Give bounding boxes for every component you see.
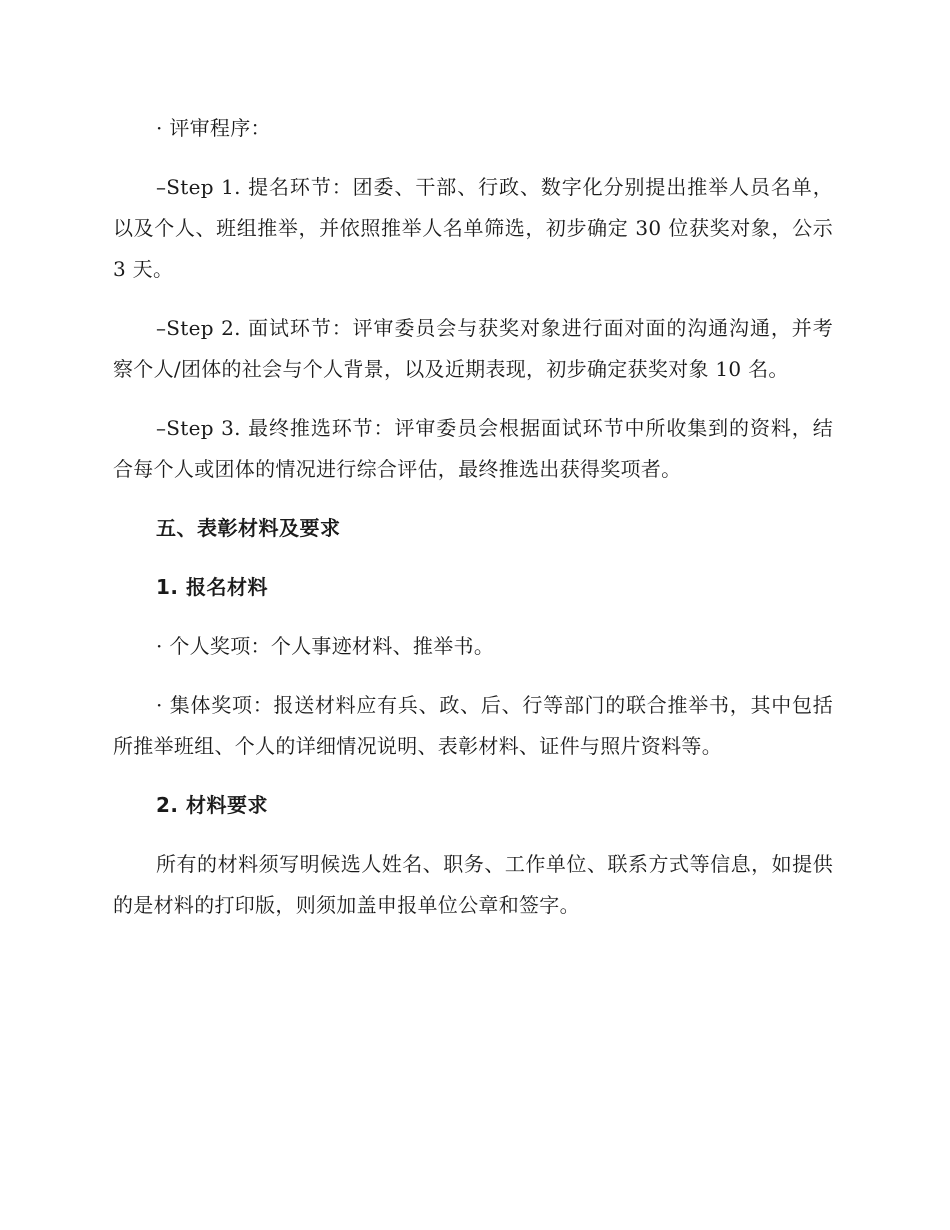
subsection-1-heading: 1. 报名材料 (156, 575, 268, 599)
section-5-heading: 五、表彰材料及要求 (156, 516, 341, 540)
step-1-paragraph: –Step 1. 提名环节：团委、干部、行政、数字化分别提出推举人员名单，以及个人、班组推举，并依照推举人名单筛选，初步确定 30 位获奖对象，公示 3 天。 (113, 175, 833, 281)
individual-award-item: · 个人奖项：个人事迹材料、推举书。 (156, 634, 495, 658)
material-requirements-paragraph: 所有的材料须写明候选人姓名、职务、工作单位、联系方式等信息，如提供的是材料的打印版，则须加盖申报单位公章和签字。 (113, 852, 833, 917)
group-award-item: · 集体奖项：报送材料应有兵、政、后、行等部门的联合推举书，其中包括所推举班组、个人的详细情况说明、表彰材料、证件与照片资料等。 (113, 693, 833, 758)
step-2-paragraph: –Step 2. 面试环节：评审委员会与获奖对象进行面对面的沟通沟通，并考察个人/团体的社会与个人背景，以及近期表现，初步确定获奖对象 10 名。 (113, 316, 833, 381)
step-3-paragraph: –Step 3. 最终推选环节：评审委员会根据面试环节中所收集到的资料，结合每个人或团体的情况进行综合评估，最终推选出获得奖项者。 (113, 416, 833, 481)
document-page (113, 108, 833, 944)
subsection-2-heading: 2. 材料要求 (156, 793, 268, 817)
review-procedure-item: · 评审程序： (156, 116, 271, 140)
